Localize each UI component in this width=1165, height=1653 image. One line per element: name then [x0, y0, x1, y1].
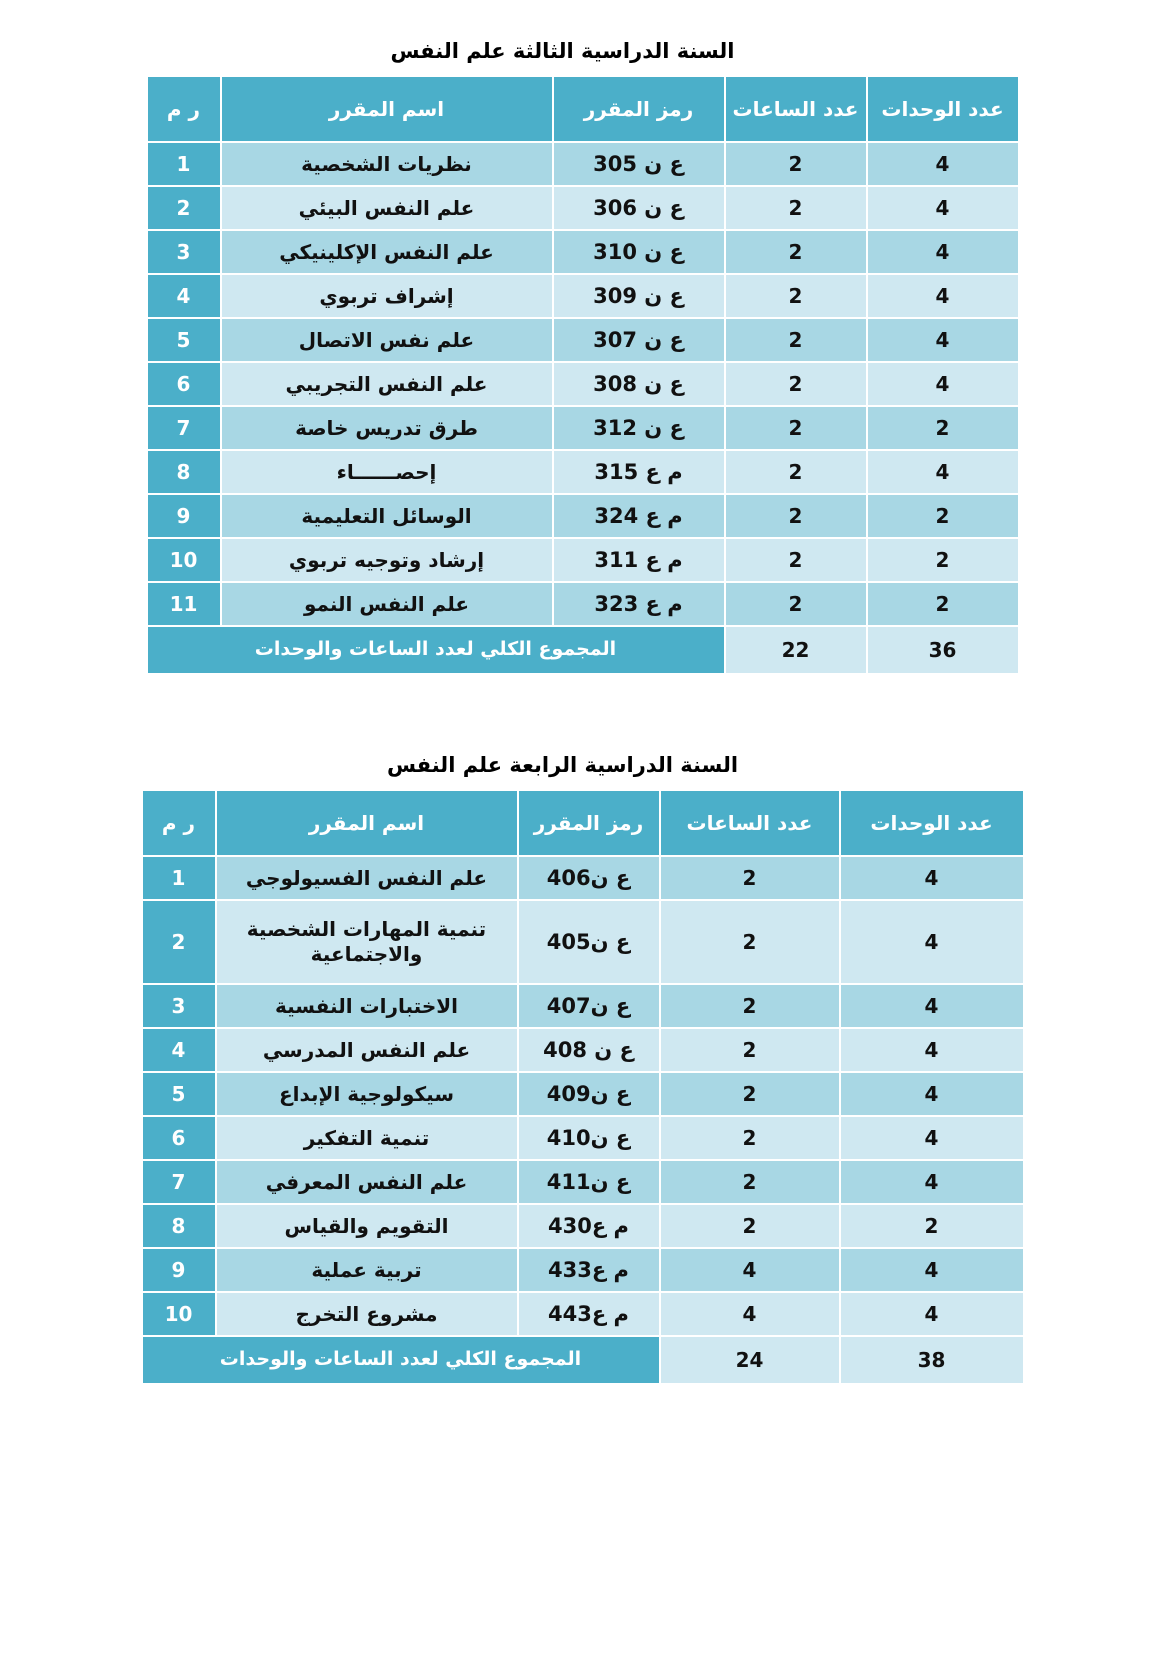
cell-hours: 2 — [726, 187, 866, 229]
cell-units: 4 — [841, 1161, 1023, 1203]
cell-code: ع ن 307 — [554, 319, 724, 361]
header-row — [143, 791, 1023, 855]
section-title-year-four: السنة الدراسية الرابعة علم النفس — [386, 753, 739, 777]
cell-code: ع ن 408 — [519, 1029, 659, 1071]
table-row — [143, 1205, 1023, 1247]
cell-units: 2 — [841, 1205, 1023, 1247]
table-row — [148, 319, 1018, 361]
cell-index: 8 — [143, 1205, 215, 1247]
cell-code: ع ن405 — [519, 901, 659, 983]
total-units: 38 — [841, 1337, 1023, 1383]
column-header-hours: عدد الساعات — [661, 791, 839, 855]
total-units: 36 — [868, 627, 1018, 673]
cell-index: 1 — [148, 143, 220, 185]
cell-index: 9 — [148, 495, 220, 537]
cell-code: ع ن 305 — [554, 143, 724, 185]
cell-hours: 4 — [661, 1249, 839, 1291]
cell-hours: 2 — [661, 1161, 839, 1203]
table-header-year-four — [143, 791, 1023, 855]
cell-index: 8 — [148, 451, 220, 493]
table-row — [148, 451, 1018, 493]
table-row — [148, 407, 1018, 449]
column-header-name: اسم المقرر — [217, 791, 517, 855]
cell-course-name: علم النفس المعرفي — [217, 1161, 517, 1203]
cell-code: م ع433 — [519, 1249, 659, 1291]
cell-code: ع ن 312 — [554, 407, 724, 449]
cell-code: م ع430 — [519, 1205, 659, 1247]
cell-units: 4 — [841, 1117, 1023, 1159]
table-row — [148, 143, 1018, 185]
cell-index: 3 — [148, 231, 220, 273]
cell-course-name: علم نفس الاتصال — [222, 319, 552, 361]
cell-hours: 2 — [726, 583, 866, 625]
cell-course-name: إشراف تربوي — [222, 275, 552, 317]
section-title-year-three: السنة الدراسية الثالثة علم النفس — [390, 39, 735, 63]
cell-course-name: الاختبارات النفسية — [217, 985, 517, 1027]
totals-row — [148, 627, 1018, 673]
cell-units: 4 — [841, 1029, 1023, 1071]
cell-hours: 4 — [661, 1293, 839, 1335]
cell-index: 5 — [143, 1073, 215, 1115]
table-row — [143, 857, 1023, 899]
year-four-section — [0, 752, 1165, 1385]
cell-index: 10 — [143, 1293, 215, 1335]
cell-course-name: إحصــــــاء — [222, 451, 552, 493]
column-header-code: رمز المقرر — [519, 791, 659, 855]
cell-hours: 2 — [661, 1205, 839, 1247]
cell-units: 4 — [868, 363, 1018, 405]
cell-course-name: علم النفس البيئي — [222, 187, 552, 229]
column-header-hours: عدد الساعات — [726, 77, 866, 141]
cell-units: 4 — [868, 187, 1018, 229]
table-row — [143, 1249, 1023, 1291]
cell-course-name: علم النفس النمو — [222, 583, 552, 625]
table-row — [148, 495, 1018, 537]
table-row — [148, 363, 1018, 405]
cell-hours: 2 — [726, 143, 866, 185]
cell-hours: 2 — [726, 319, 866, 361]
table-row — [143, 1293, 1023, 1335]
cell-units: 4 — [841, 901, 1023, 983]
cell-course-name: تنمية المهارات الشخصية والاجتماعية — [217, 901, 517, 983]
cell-hours: 2 — [661, 901, 839, 983]
cell-hours: 2 — [726, 231, 866, 273]
cell-index: 3 — [143, 985, 215, 1027]
cell-code: ع ن 310 — [554, 231, 724, 273]
cell-hours: 2 — [726, 363, 866, 405]
cell-units: 4 — [841, 1249, 1023, 1291]
table-row — [148, 275, 1018, 317]
cell-hours: 2 — [661, 1029, 839, 1071]
header-row — [148, 77, 1018, 141]
total-hours: 22 — [726, 627, 866, 673]
table-header-year-three — [148, 77, 1018, 141]
cell-index: 10 — [148, 539, 220, 581]
cell-units: 2 — [868, 583, 1018, 625]
cell-index: 7 — [148, 407, 220, 449]
course-table-year-four — [141, 789, 1025, 1385]
cell-hours: 2 — [726, 275, 866, 317]
table-row — [143, 1073, 1023, 1115]
cell-units: 4 — [841, 1293, 1023, 1335]
cell-hours: 2 — [661, 985, 839, 1027]
table-row — [148, 187, 1018, 229]
cell-units: 4 — [868, 319, 1018, 361]
column-header-units: عدد الوحدات — [841, 791, 1023, 855]
cell-index: 11 — [148, 583, 220, 625]
cell-units: 2 — [868, 407, 1018, 449]
cell-course-name: علم النفس التجريبي — [222, 363, 552, 405]
cell-course-name: الوسائل التعليمية — [222, 495, 552, 537]
cell-hours: 2 — [726, 539, 866, 581]
cell-code: م ع 311 — [554, 539, 724, 581]
cell-hours: 2 — [726, 451, 866, 493]
cell-units: 4 — [868, 143, 1018, 185]
table-row — [148, 539, 1018, 581]
cell-course-name: علم النفس الإكلينيكي — [222, 231, 552, 273]
table-row — [143, 985, 1023, 1027]
cell-index: 1 — [143, 857, 215, 899]
cell-course-name: علم النفس المدرسي — [217, 1029, 517, 1071]
cell-course-name: إرشاد وتوجيه تربوي — [222, 539, 552, 581]
cell-course-name: تنمية التفكير — [217, 1117, 517, 1159]
cell-units: 4 — [841, 985, 1023, 1027]
cell-course-name: نظريات الشخصية — [222, 143, 552, 185]
column-header-code: رمز المقرر — [554, 77, 724, 141]
cell-course-name: التقويم والقياس — [217, 1205, 517, 1247]
cell-code: م ع 323 — [554, 583, 724, 625]
column-header-index: ر م — [143, 791, 215, 855]
cell-hours: 2 — [661, 857, 839, 899]
table-row — [143, 1117, 1023, 1159]
cell-code: م ع 315 — [554, 451, 724, 493]
column-header-name: اسم المقرر — [222, 77, 552, 141]
cell-index: 6 — [143, 1117, 215, 1159]
cell-units: 2 — [868, 539, 1018, 581]
cell-course-name: مشروع التخرج — [217, 1293, 517, 1335]
cell-code: ع ن 308 — [554, 363, 724, 405]
table-row — [143, 1161, 1023, 1203]
cell-hours: 2 — [726, 495, 866, 537]
table-row — [148, 231, 1018, 273]
cell-course-name: تربية عملية — [217, 1249, 517, 1291]
cell-units: 2 — [868, 495, 1018, 537]
cell-course-name: طرق تدريس خاصة — [222, 407, 552, 449]
table-row — [143, 901, 1023, 983]
column-header-units: عدد الوحدات — [868, 77, 1018, 141]
cell-index: 6 — [148, 363, 220, 405]
table-row — [148, 583, 1018, 625]
cell-code: م ع 324 — [554, 495, 724, 537]
cell-index: 2 — [148, 187, 220, 229]
cell-course-name: علم النفس الفسيولوجي — [217, 857, 517, 899]
column-header-index: ر م — [148, 77, 220, 141]
cell-index: 4 — [143, 1029, 215, 1071]
cell-code: ع ن 309 — [554, 275, 724, 317]
cell-index: 7 — [143, 1161, 215, 1203]
total-label: المجموع الكلي لعدد الساعات والوحدات — [143, 1337, 659, 1383]
cell-code: ع ن 306 — [554, 187, 724, 229]
total-hours: 24 — [661, 1337, 839, 1383]
table-body-year-four — [143, 857, 1023, 1383]
year-three-section — [0, 38, 1165, 675]
cell-code: ع ن407 — [519, 985, 659, 1027]
cell-index: 9 — [143, 1249, 215, 1291]
cell-code: ع ن406 — [519, 857, 659, 899]
cell-index: 2 — [143, 901, 215, 983]
cell-hours: 2 — [661, 1073, 839, 1115]
cell-code: ع ن411 — [519, 1161, 659, 1203]
table-row — [143, 1029, 1023, 1071]
cell-code: ع ن410 — [519, 1117, 659, 1159]
cell-code: م ع443 — [519, 1293, 659, 1335]
course-table-year-three — [146, 75, 1020, 675]
cell-units: 4 — [868, 451, 1018, 493]
cell-units: 4 — [868, 275, 1018, 317]
cell-units: 4 — [868, 231, 1018, 273]
cell-index: 4 — [148, 275, 220, 317]
totals-row — [143, 1337, 1023, 1383]
cell-index: 5 — [148, 319, 220, 361]
cell-hours: 2 — [726, 407, 866, 449]
cell-code: ع ن409 — [519, 1073, 659, 1115]
table-body-year-three — [148, 143, 1018, 673]
cell-course-name: سيكولوجية الإبداع — [217, 1073, 517, 1115]
cell-units: 4 — [841, 1073, 1023, 1115]
total-label: المجموع الكلي لعدد الساعات والوحدات — [148, 627, 724, 673]
cell-hours: 2 — [661, 1117, 839, 1159]
cell-units: 4 — [841, 857, 1023, 899]
